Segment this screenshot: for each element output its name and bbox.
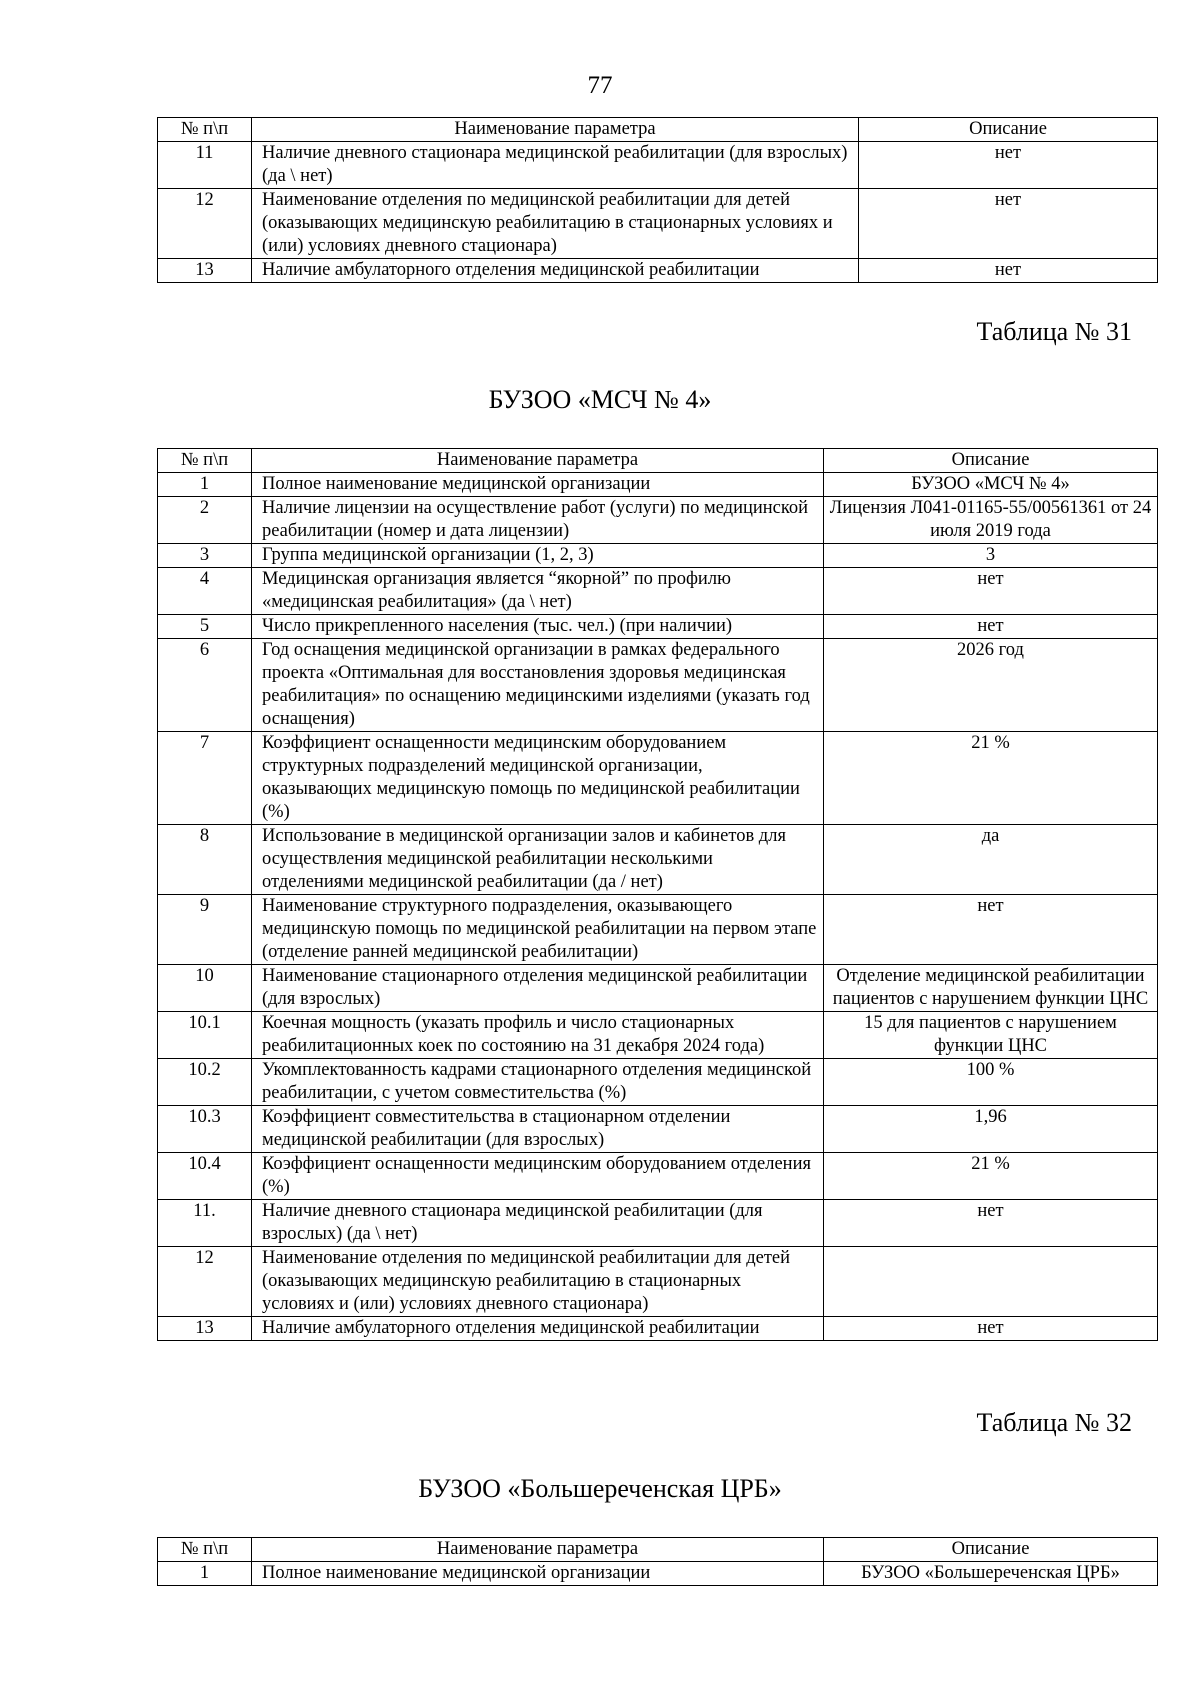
row-desc: нет (824, 895, 1158, 965)
table-header-row (158, 1538, 1158, 1562)
row-desc: нет (859, 189, 1158, 259)
table-32 (157, 1537, 1158, 1586)
row-param: Наличие амбулаторного отделения медицинской реабилитации (252, 259, 859, 283)
row-num: 10.2 (158, 1059, 252, 1106)
header-desc: Описание (824, 449, 1158, 473)
row-desc: нет (824, 1200, 1158, 1247)
row-desc: 21 % (824, 732, 1158, 825)
row-param: Наличие лицензии на осуществление работ (услуги) по медицинской реабилитации (номер и дата лицензии) (252, 497, 824, 544)
row-num: 1 (158, 1562, 252, 1586)
row-num: 5 (158, 615, 252, 639)
table-row (158, 1200, 1158, 1247)
header-num: № п\п (158, 449, 252, 473)
table-row (158, 568, 1158, 615)
row-num: 4 (158, 568, 252, 615)
row-param: Группа медицинской организации (1, 2, 3) (252, 544, 824, 568)
header-desc: Описание (859, 118, 1158, 142)
row-desc: 15 для пациентов с нарушением функции ЦНС (824, 1012, 1158, 1059)
table-32-caption: Таблица № 32 (976, 1408, 1132, 1437)
table-row (158, 142, 1158, 189)
table-row (158, 1012, 1158, 1059)
row-num: 2 (158, 497, 252, 544)
row-param: Коечная мощность (указать профиль и число стационарных реабилитационных коек по состоянию на 31 декабря 2024 года) (252, 1012, 824, 1059)
row-param: Наличие амбулаторного отделения медицинской реабилитации (252, 1317, 824, 1341)
table-row (158, 732, 1158, 825)
row-param: Полное наименование медицинской организации (252, 473, 824, 497)
table-row (158, 615, 1158, 639)
table-row (158, 965, 1158, 1012)
table-row (158, 825, 1158, 895)
row-num: 11. (158, 1200, 252, 1247)
header-num: № п\п (158, 118, 252, 142)
row-num: 9 (158, 895, 252, 965)
row-desc: 21 % (824, 1153, 1158, 1200)
row-desc: нет (859, 142, 1158, 189)
row-num: 10.4 (158, 1153, 252, 1200)
row-num: 12 (158, 1247, 252, 1317)
row-desc: 100 % (824, 1059, 1158, 1106)
row-param: Год оснащения медицинской организации в рамках федерального проекта «Оптимальная для восстановления здоровья медицинская реабилитация» по оснащению медицинскими изделиями (указать год оснащения) (252, 639, 824, 732)
row-num: 6 (158, 639, 252, 732)
row-desc: БУЗОО «МСЧ № 4» (824, 473, 1158, 497)
row-desc: Лицензия Л041-01165-55/00561361 от 24 июля 2019 года (824, 497, 1158, 544)
row-desc: 1,96 (824, 1106, 1158, 1153)
page-number: 77 (587, 72, 613, 99)
header-desc: Описание (824, 1538, 1158, 1562)
row-param: Полное наименование медицинской организации (252, 1562, 824, 1586)
table-header-row (158, 118, 1158, 142)
row-param: Наименование отделения по медицинской реабилитации для детей (оказывающих медицинскую реабилитацию в стационарных условиях и (или) условиях дневного стационара) (252, 1247, 824, 1317)
row-num: 10 (158, 965, 252, 1012)
row-num: 10.3 (158, 1106, 252, 1153)
row-param: Наименование структурного подразделения, оказывающего медицинскую помощь по медицинской реабилитации на первом этапе (отделение ранней медицинской реабилитации) (252, 895, 824, 965)
table-row (158, 1106, 1158, 1153)
table-row (158, 544, 1158, 568)
row-desc: Отделение медицинской реабилитации пациентов с нарушением функции ЦНС (824, 965, 1158, 1012)
table-row (158, 259, 1158, 283)
row-num: 10.1 (158, 1012, 252, 1059)
row-num: 1 (158, 473, 252, 497)
row-num: 11 (158, 142, 252, 189)
table-row (158, 497, 1158, 544)
header-param: Наименование параметра (252, 449, 824, 473)
continued-parameters-table (157, 117, 1158, 283)
table-row (158, 1059, 1158, 1106)
row-param: Число прикрепленного населения (тыс. чел.) (при наличии) (252, 615, 824, 639)
header-param: Наименование параметра (252, 1538, 824, 1562)
row-param: Наличие дневного стационара медицинской реабилитации (для взрослых) (да \ нет) (252, 142, 859, 189)
table-31 (157, 448, 1158, 1341)
table-row (158, 1247, 1158, 1317)
row-param: Коэффициент оснащенности медицинским оборудованием структурных подразделений медицинской организации, оказывающих медицинскую помощь по медицинской реабилитации (%) (252, 732, 824, 825)
header-param: Наименование параметра (252, 118, 859, 142)
row-desc: 3 (824, 544, 1158, 568)
table-31-title: БУЗОО «МСЧ № 4» (488, 385, 712, 414)
table-row (158, 189, 1158, 259)
table-row (158, 1562, 1158, 1586)
row-param: Коэффициент оснащенности медицинским оборудованием отделения (%) (252, 1153, 824, 1200)
table-row (158, 639, 1158, 732)
row-param: Медицинская организация является “якорной” по профилю «медицинская реабилитация» (да \ нет) (252, 568, 824, 615)
row-num: 8 (158, 825, 252, 895)
table-row (158, 473, 1158, 497)
table-row (158, 1317, 1158, 1341)
header-num: № п\п (158, 1538, 252, 1562)
row-desc (824, 1247, 1158, 1317)
row-desc: нет (824, 1317, 1158, 1341)
row-param: Наименование отделения по медицинской реабилитации для детей (оказывающих медицинскую реабилитацию в стационарных условиях и (или) условиях дневного стационара) (252, 189, 859, 259)
row-num: 3 (158, 544, 252, 568)
row-num: 13 (158, 259, 252, 283)
row-desc: 2026 год (824, 639, 1158, 732)
row-desc: нет (824, 615, 1158, 639)
table-row (158, 895, 1158, 965)
table-row (158, 1153, 1158, 1200)
row-num: 13 (158, 1317, 252, 1341)
row-num: 7 (158, 732, 252, 825)
row-param: Использование в медицинской организации залов и кабинетов для осуществления медицинской реабилитации несколькими отделениями медицинской реабилитации (да / нет) (252, 825, 824, 895)
row-desc: да (824, 825, 1158, 895)
row-num: 12 (158, 189, 252, 259)
row-param: Наименование стационарного отделения медицинской реабилитации (для взрослых) (252, 965, 824, 1012)
table-header-row (158, 449, 1158, 473)
row-desc: нет (859, 259, 1158, 283)
row-param: Коэффициент совместительства в стационарном отделении медицинской реабилитации (для взрослых) (252, 1106, 824, 1153)
row-desc: БУЗОО «Большереченская ЦРБ» (824, 1562, 1158, 1586)
row-param: Укомплектованность кадрами стационарного отделения медицинской реабилитации, с учетом совместительства (%) (252, 1059, 824, 1106)
row-param: Наличие дневного стационара медицинской реабилитации (для взрослых) (да \ нет) (252, 1200, 824, 1247)
table-31-caption: Таблица № 31 (976, 317, 1132, 346)
row-desc: нет (824, 568, 1158, 615)
table-32-title: БУЗОО «Большереченская ЦРБ» (418, 1474, 782, 1503)
